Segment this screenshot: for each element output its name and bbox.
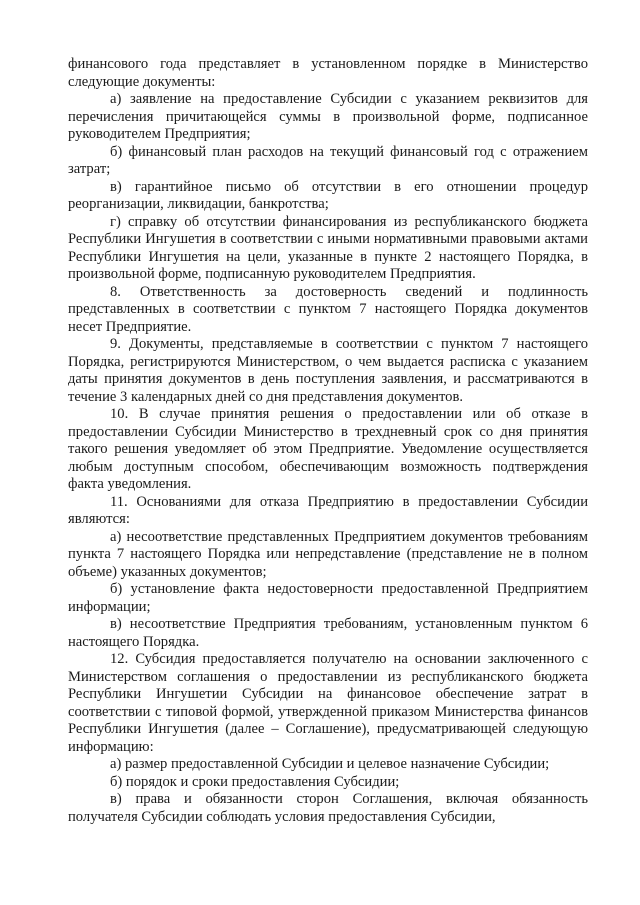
paragraph-clause-12: 12. Субсидия предоставляется получателю на основании заключенного с Министерством соглашения о предоставлении из республиканского бюджета Республики Ингушетии Субсидии на финансовое обеспечение затрат в соответствии с типовой формой, утвержденной приказом Министерства финансов Республики Ингушетия (далее – Соглашение), предусматривающей следующую информацию:	[68, 651, 588, 755]
paragraph-intro: финансового года представляет в установленном порядке в Министерство следующие документы:	[68, 56, 588, 90]
paragraph-item-v-guarantee-letter: в) гарантийное письмо об отсутствии в его отношении процедур реорганизации, ликвидации, банкротства;	[68, 178, 588, 212]
paragraph-clause-12-a: а) размер предоставленной Субсидии и целевое назначение Субсидии;	[110, 756, 550, 772]
paragraph-clause-12-v: в) права и обязанности сторон Соглашения, включая обязанность получателя Субсидии соблюдать условия предоставления Субсидии,	[68, 791, 588, 825]
paragraph-clause-9: 9. Документы, представляемые в соответствии с пунктом 7 настоящего Порядка, регистрируются Министерством, о чем выдается расписка с указанием даты принятия документов в день поступления заявления, и рассматриваются в течение 3 календарных дней со дня представления документов.	[68, 336, 588, 405]
document-page	[68, 56, 588, 826]
paragraph-clause-11-v: в) несоответствие Предприятия требованиям, установленным пунктом 6 настоящего Порядка.	[68, 616, 588, 650]
paragraph-item-b-financial-plan: б) финансовый план расходов на текущий финансовый год с отражением затрат;	[68, 143, 588, 177]
paragraph-item-g-certificate: г) справку об отсутствии финансирования из республиканского бюджета Республики Ингушетия в соответствии с иными нормативными правовыми актами Республики Ингушетия на цели, указанные в пункте 2 настоящего Порядка, в произвольной форме, подписанную руководителем Предприятия.	[68, 213, 588, 282]
paragraph-clause-11-b: б) установление факта недостоверности предоставленной Предприятием информации;	[68, 581, 588, 615]
paragraph-clause-12-b: б) порядок и сроки предоставления Субсидии;	[110, 773, 400, 790]
paragraph-clause-11-a: а) несоответствие представленных Предприятием документов требованиям пункта 7 настоящего Порядка или непредставление (представление не в полном объеме) указанных документов;	[68, 528, 588, 580]
paragraph-item-a-application: а) заявление на предоставление Субсидии с указанием реквизитов для перечисления причитающейся суммы в произвольной форме, подписанное руководителем Предприятия;	[68, 91, 588, 142]
paragraph-clause-8: 8. Ответственность за достоверность сведений и подлинность представленных в соответствии с пунктом 7 настоящего Порядка документов несет Предприятие.	[68, 283, 588, 335]
paragraph-clause-10: 10. В случае принятия решения о предоставлении или об отказе в предоставлении Субсидии Министерство в трехдневный срок со дня принятия такого решения уведомляет об этом Предприятие. Уведомление осуществляется любым доступным способом, обеспечивающим возможность подтверждения факта уведомления.	[68, 406, 588, 492]
paragraph-clause-11: 11. Основаниями для отказа Предприятию в предоставлении Субсидии являются:	[68, 493, 588, 527]
